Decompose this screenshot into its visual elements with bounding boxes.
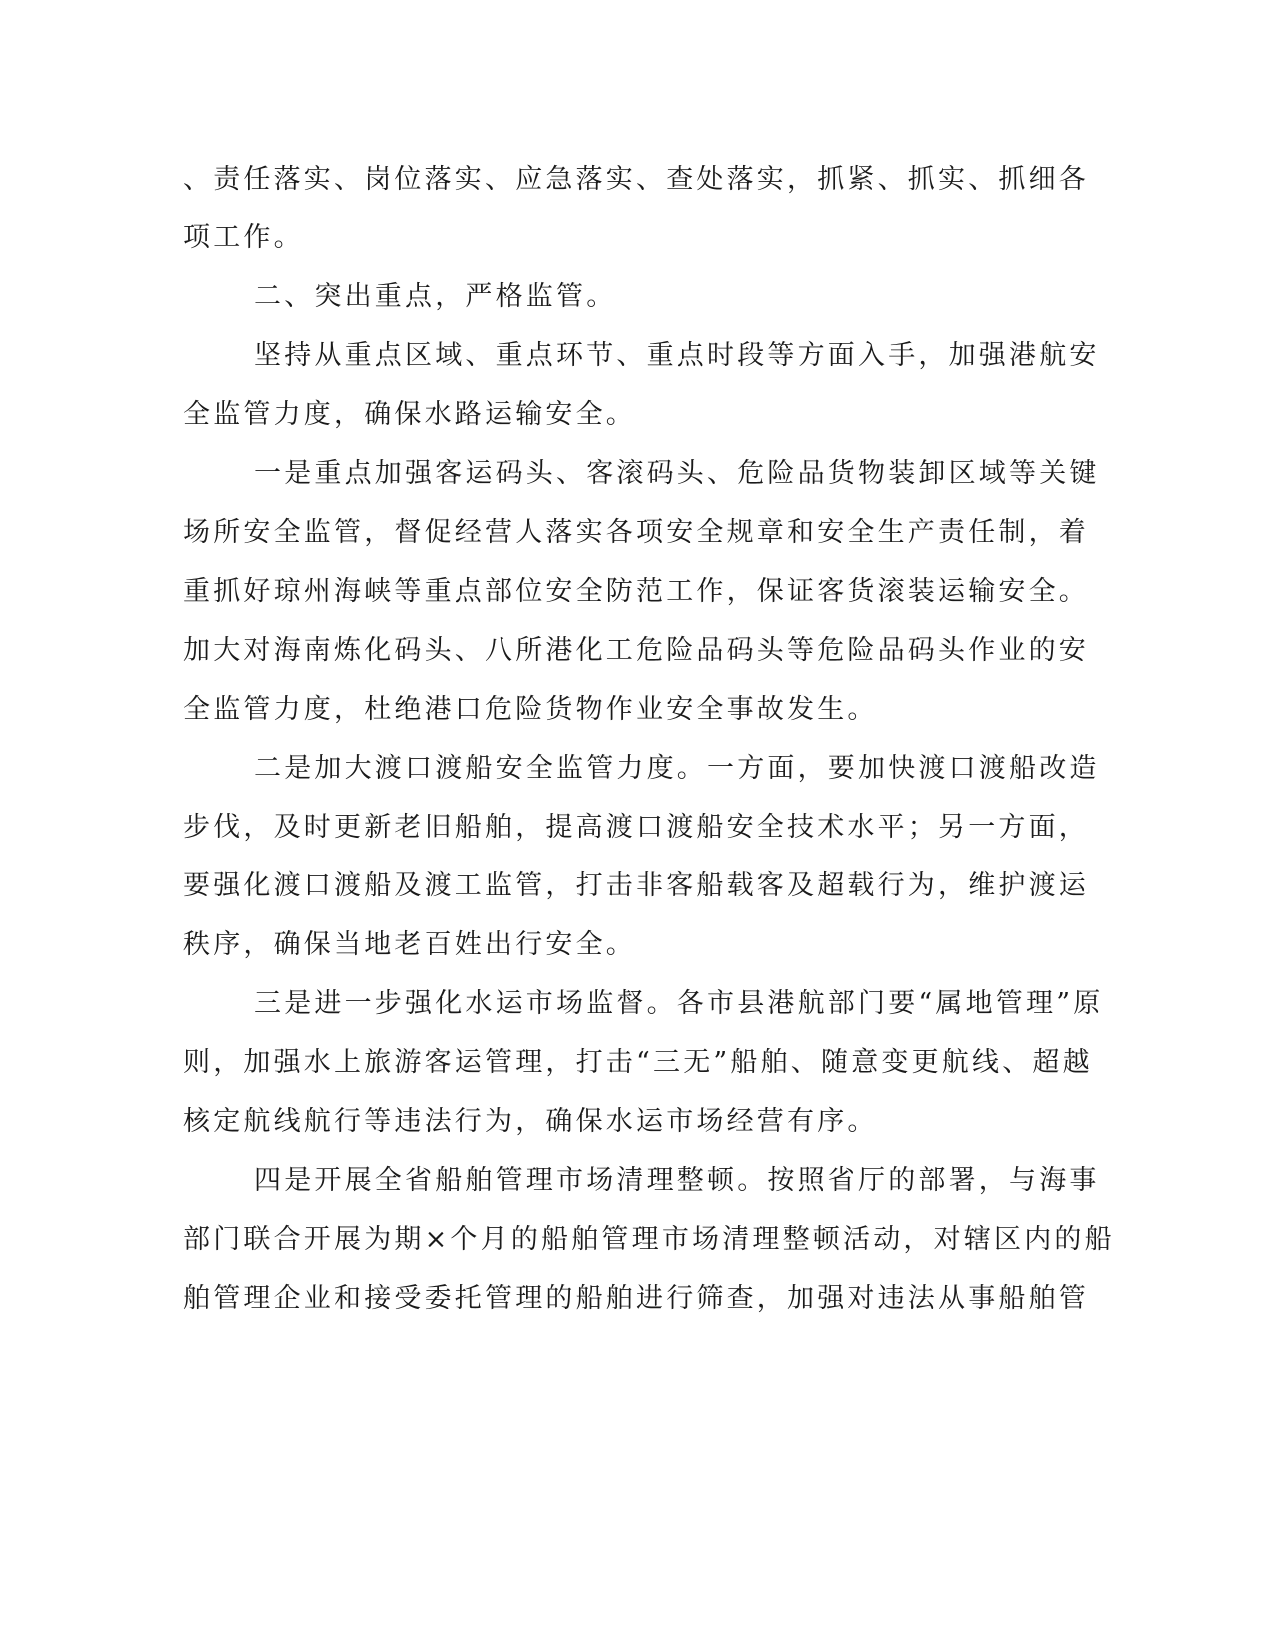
text-line: 则，加强水上旅游客运管理，打击“三无”船舶、随意变更航线、超越: [183, 1047, 1093, 1078]
section-heading: 二、突出重点，严格监管。: [254, 281, 617, 312]
text-line: 秩序，确保当地老百姓出行安全。: [183, 929, 636, 960]
text-line: 核定航线航行等违法行为，确保水运市场经营有序。: [183, 1106, 878, 1137]
text-line: 场所安全监管，督促经营人落实各项安全规章和安全生产责任制，着: [183, 517, 1089, 548]
text-line: 四是开展全省船舶管理市场清理整顿。按照省厅的部署，与海事: [254, 1165, 1100, 1196]
text-line: 项工作。: [183, 222, 304, 253]
text-line: 二是加大渡口渡船安全监管力度。一方面，要加快渡口渡船改造: [254, 753, 1100, 784]
text-line: 舶管理企业和接受委托管理的船舶进行筛查，加强对违法从事船舶管: [183, 1283, 1089, 1314]
text-line: 三是进一步强化水运市场监督。各市县港航部门要“属地管理”原: [254, 988, 1104, 1019]
text-line: 步伐，及时更新老旧船舶，提高渡口渡船安全技术水平；另一方面，: [183, 812, 1089, 843]
text-line: 要强化渡口渡船及渡工监管，打击非客船载客及超载行为，维护渡运: [183, 870, 1089, 901]
text-line: 重抓好琼州海峡等重点部位安全防范工作，保证客货滚装运输安全。: [183, 576, 1089, 607]
text-line: 、责任落实、岗位落实、应急落实、查处落实，抓紧、抓实、抓细各: [183, 164, 1089, 195]
text-line: 全监管力度，杜绝港口危险货物作业安全事故发生。: [183, 694, 878, 725]
text-line: 加大对海南炼化码头、八所港化工危险品码头等危险品码头作业的安: [183, 635, 1089, 666]
text-line: 一是重点加强客运码头、客滚码头、危险品货物装卸区域等关键: [254, 458, 1100, 489]
text-line: 部门联合开展为期×个月的船舶管理市场清理整顿活动，对辖区内的船: [183, 1224, 1115, 1255]
text-line: 坚持从重点区域、重点环节、重点时段等方面入手，加强港航安: [254, 340, 1100, 371]
text-line: 全监管力度，确保水路运输安全。: [183, 399, 636, 430]
